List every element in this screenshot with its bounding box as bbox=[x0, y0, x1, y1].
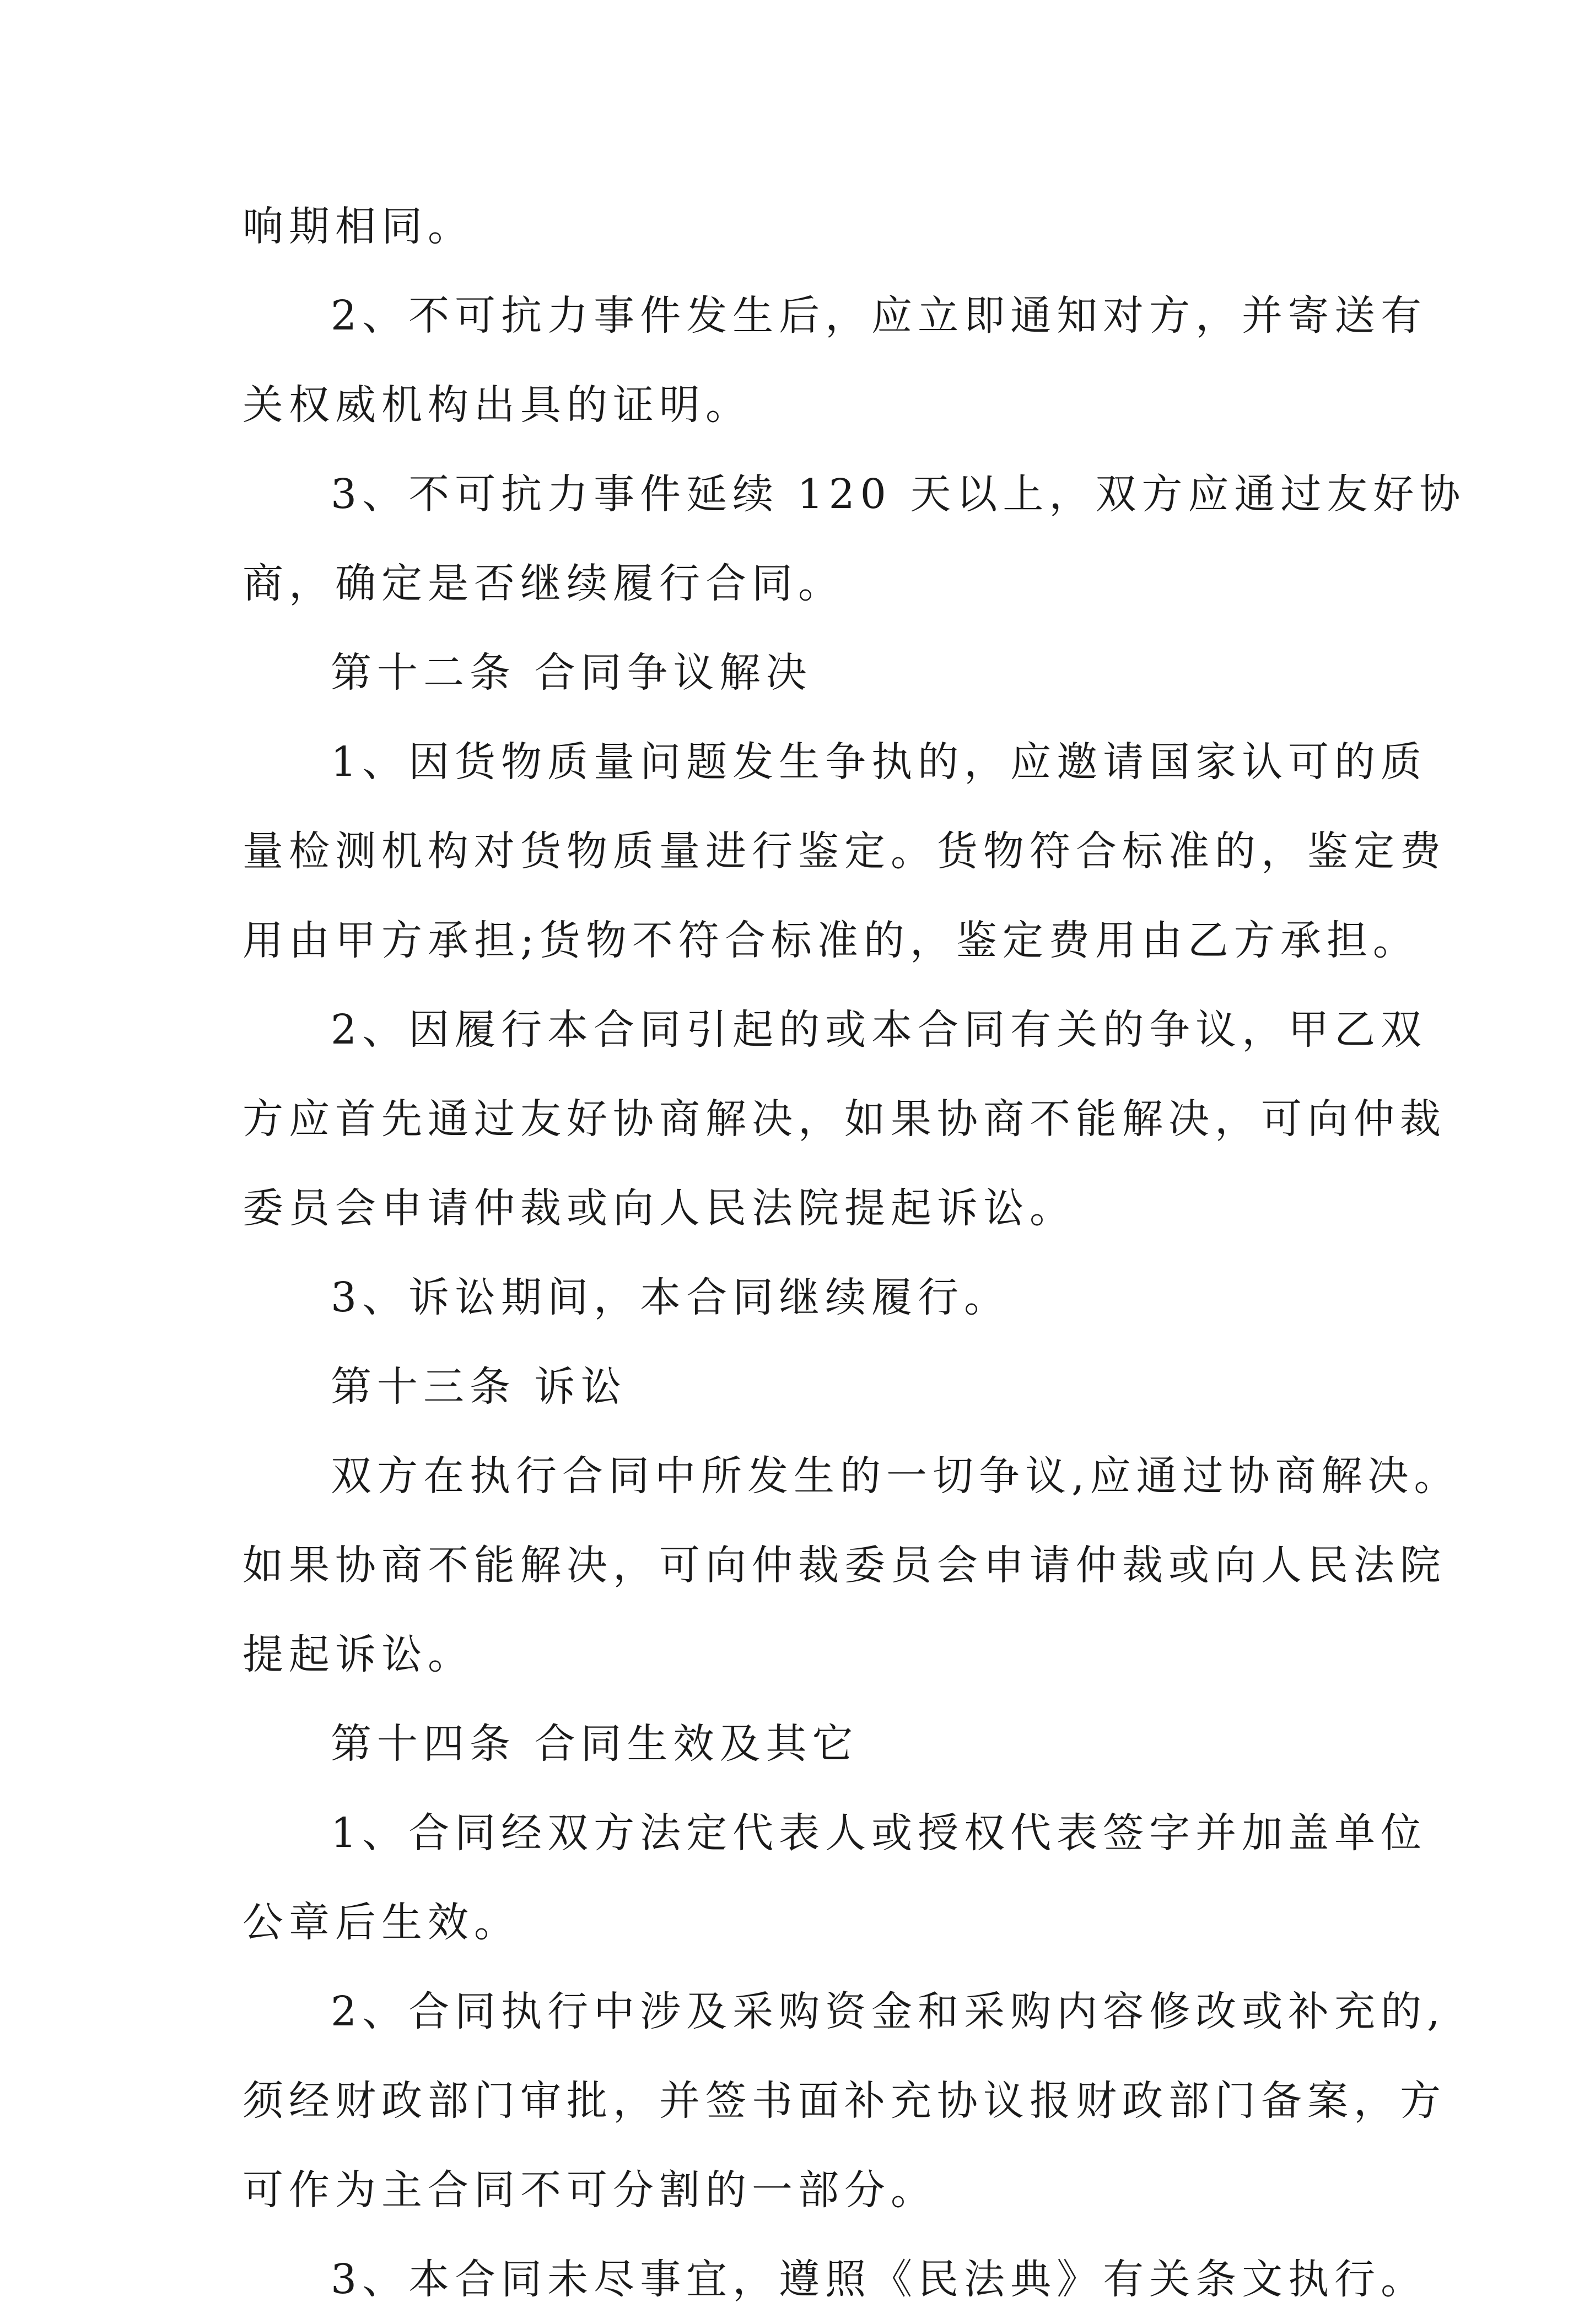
section-heading: 第十二条 合同争议解决 bbox=[331, 649, 812, 696]
document-body bbox=[243, 182, 1466, 2324]
text-line: 2、合同执行中涉及采购资金和采购内容修改或补充的, bbox=[331, 1988, 1446, 2035]
text-line: 委员会申请仲裁或向人民法院提起诉讼。 bbox=[243, 1185, 1076, 1232]
text-line: 3、不可抗力事件延续 120 天以上，双方应通过友好协 bbox=[331, 471, 1466, 518]
text-line: 方应首先通过友好协商解决，如果协商不能解决，可向仲裁 bbox=[243, 1095, 1446, 1143]
text-line: 须经财政部门审批，并签书面补充协议报财政部门备案，方 bbox=[243, 2077, 1446, 2125]
text-line: 响期相同。 bbox=[243, 203, 474, 250]
text-line: 1、因货物质量问题发生争执的，应邀请国家认可的质 bbox=[331, 738, 1427, 786]
text-line: 如果协商不能解决，可向仲裁委员会申请仲裁或向人民法院 bbox=[243, 1542, 1446, 1589]
text-line: 2、不可抗力事件发生后，应立即通知对方，并寄送有 bbox=[331, 292, 1427, 339]
text-line: 3、本合同未尽事宜，遵照《民法典》有关条文执行。 bbox=[331, 2256, 1427, 2303]
text-line: 3、诉讼期间，本合同继续履行。 bbox=[331, 1274, 1011, 1321]
text-line: 2、因履行本合同引起的或本合同有关的争议，甲乙双 bbox=[331, 1006, 1427, 1053]
text-line: 提起诉讼。 bbox=[243, 1631, 474, 1678]
section-heading: 第十四条 合同生效及其它 bbox=[331, 1720, 859, 1768]
text-line: 1、合同经双方法定代表人或授权代表签字并加盖单位 bbox=[331, 1809, 1427, 1857]
text-line: 关权威机构出具的证明。 bbox=[243, 381, 752, 429]
text-line: 可作为主合同不可分割的一部分。 bbox=[243, 2166, 937, 2214]
section-heading: 第十三条 诉讼 bbox=[331, 1363, 627, 1410]
text-line: 双方在执行合同中所发生的一切争议,应通过协商解决。 bbox=[331, 1452, 1461, 1500]
text-line: 量检测机构对货物质量进行鉴定。货物符合标准的，鉴定费 bbox=[243, 828, 1446, 875]
text-line: 商，确定是否继续履行合同。 bbox=[243, 560, 844, 607]
text-line: 用由甲方承担;货物不符合标准的，鉴定费用由乙方承担。 bbox=[243, 917, 1419, 964]
text-line: 公章后生效。 bbox=[243, 1899, 520, 1946]
